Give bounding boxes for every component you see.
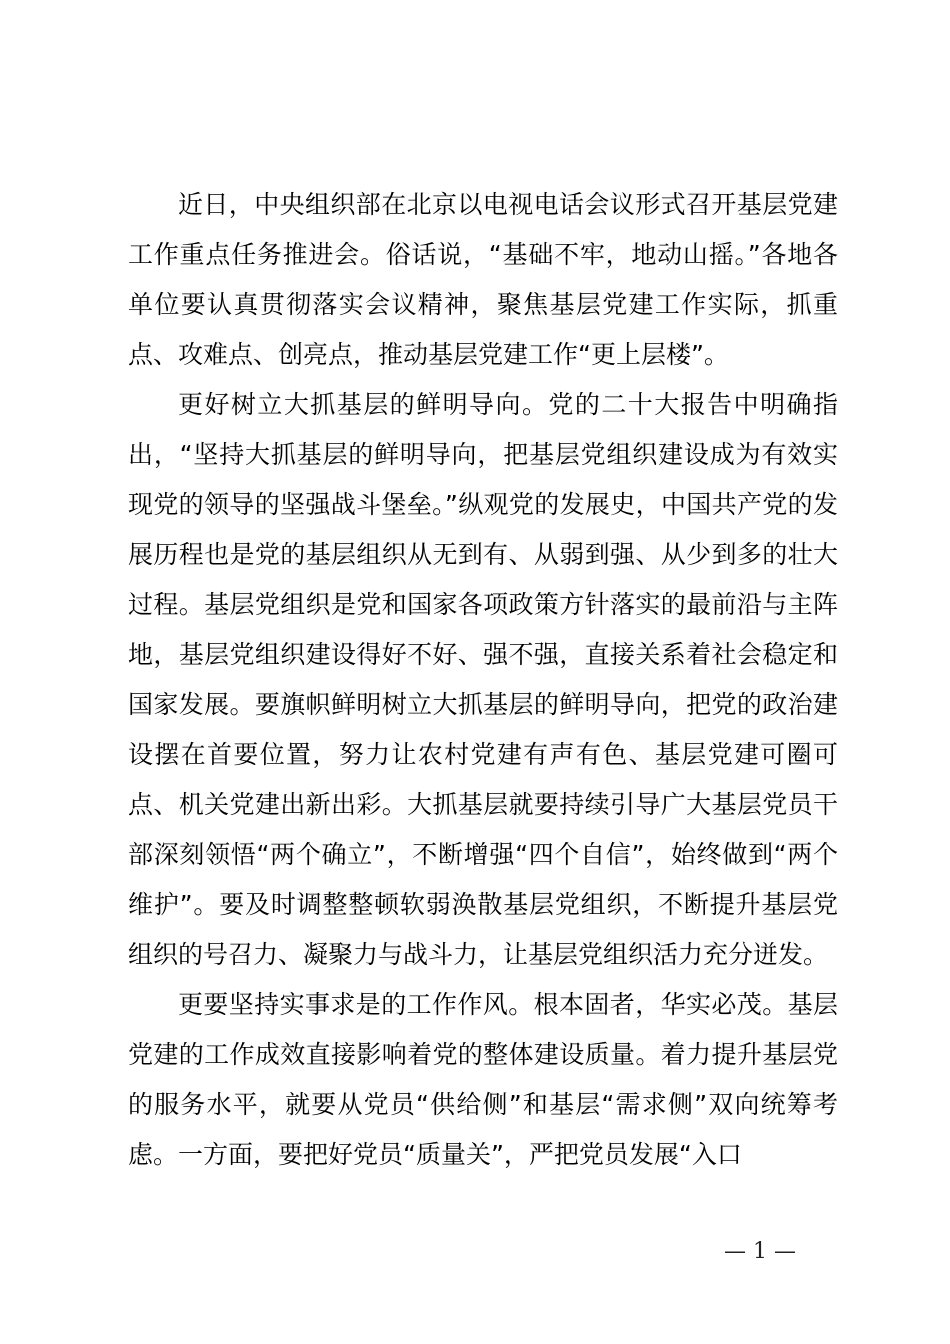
- paragraph-guidance: 更好树立大抓基层的鲜明导向。党的二十大报告中明确指出，“坚持大抓基层的鲜明导向，把基层党组织建设成为有效实现党的领导的坚强战斗堡垒。”纵观党的发展史，中国共产党的发展历程也是党的基层组织从无到有、从弱到强、从少到多的壮大过程。基层党组织是党和国家各项政策方针落实的最前沿与主阵地，基层党组织建设得好不好、强不强，直接关系着社会稳定和国家发展。要旗帜鲜明树立大抓基层的鲜明导向，把党的政治建设摆在首要位置，努力让农村党建有声有色、基层党建可圈可点、机关党建出新出彩。大抓基层就要持续引导广大基层党员干部深刻领悟“两个确立”，不断增强“四个自信”，始终做到“两个维护”。要及时调整整顿软弱涣散基层党组织，不断提升基层党组织的号召力、凝聚力与战斗力，让基层党组织活力充分迸发。: [128, 390, 838, 969]
- paragraph-work-style: 更要坚持实事求是的工作作风。根本固者，华实必茂。基层党建的工作成效直接影响着党的整体建设质量。着力提升基层党的服务水平，就要从党员“供给侧”和基层“需求侧”双向统筹考虑。一方面，要把好党员“质量关”，严把党员发展“入口: [128, 990, 838, 1169]
- paragraph-intro: 近日，中央组织部在北京以电视电话会议形式召开基层党建工作重点任务推进会。俗话说，“基础不牢，地动山摇。”各地各单位要认真贯彻落实会议精神，聚焦基层党建工作实际，抓重点、攻难点、创亮点，推动基层党建工作“更上层楼”。: [128, 190, 838, 369]
- page-number: — 1 —: [724, 1239, 796, 1264]
- body-text: [128, 180, 838, 1180]
